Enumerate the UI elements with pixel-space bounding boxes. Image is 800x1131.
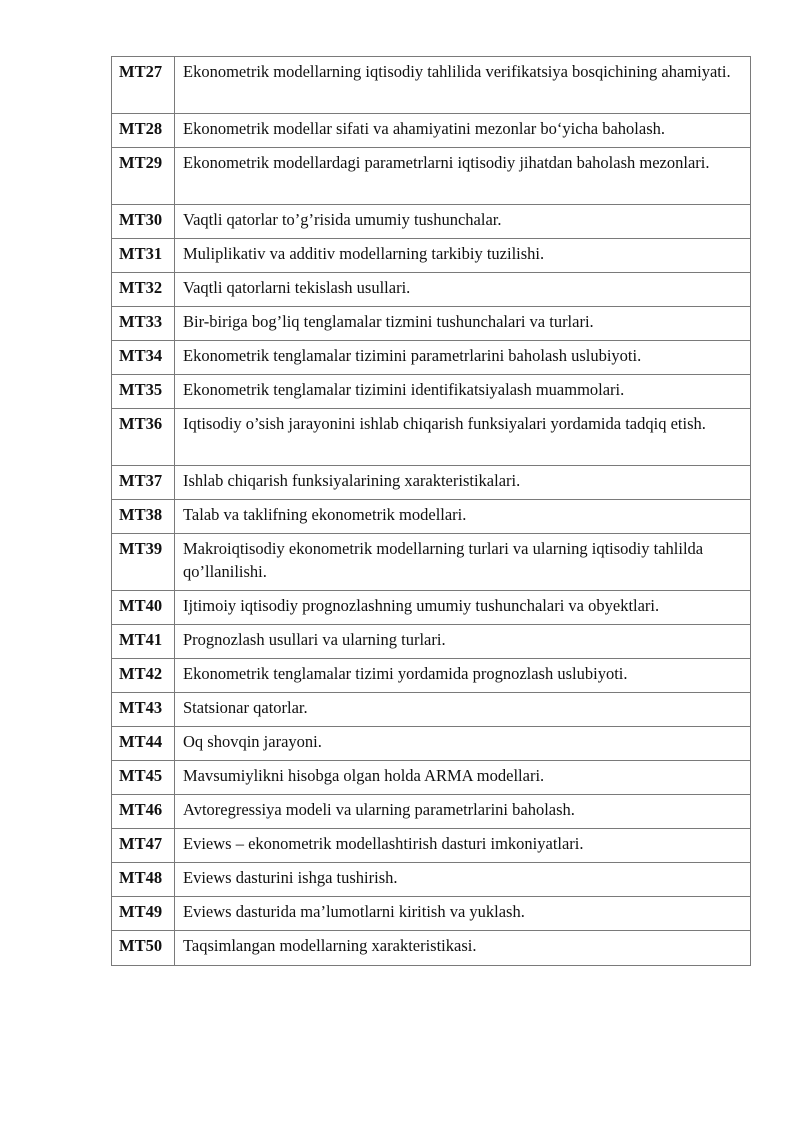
topic-code: MT36 [112,409,175,466]
topic-title: Ekonometrik modellar sifati va ahamiyatini mezonlar bo‘yicha baholash. [175,114,751,148]
topic-code: MT27 [112,57,175,114]
table-row [112,795,751,829]
topic-code: MT39 [112,534,175,591]
table-row [112,591,751,625]
topic-title: Iqtisodiy o’sish jarayonini ishlab chiqarish funksiyalari yordamida tadqiq etish. [175,409,751,466]
topic-code: MT43 [112,693,175,727]
table-row [112,375,751,409]
topic-code: MT44 [112,727,175,761]
table-row [112,466,751,500]
table-row [112,659,751,693]
table-row [112,931,751,966]
table-row [112,341,751,375]
topic-title: Statsionar qatorlar. [175,693,751,727]
topic-code: MT49 [112,897,175,931]
topic-title: Muliplikativ va additiv modellarning tarkibiy tuzilishi. [175,239,751,273]
table-row [112,829,751,863]
topic-title: Mavsumiylikni hisobga olgan holda ARMA modellari. [175,761,751,795]
topic-title: Eviews dasturida ma’lumotlarni kiritish va yuklash. [175,897,751,931]
topic-code: MT33 [112,307,175,341]
topic-title: Ekonometrik modellarning iqtisodiy tahlilida verifikatsiya bosqichining ahamiyati. [175,57,751,114]
topic-code: MT37 [112,466,175,500]
table-row [112,273,751,307]
topic-title: Ekonometrik tenglamalar tizimini parametrlarini baholash uslubiyoti. [175,341,751,375]
topic-code: MT46 [112,795,175,829]
topic-title: Talab va taklifning ekonometrik modellari. [175,500,751,534]
topic-code: MT30 [112,205,175,239]
topic-code: MT31 [112,239,175,273]
topic-code: MT47 [112,829,175,863]
topic-code: MT41 [112,625,175,659]
table-row [112,148,751,205]
topic-code: MT35 [112,375,175,409]
topics-table [111,56,751,966]
topic-code: MT38 [112,500,175,534]
topic-title: Eviews – ekonometrik modellashtirish dasturi imkoniyatlari. [175,829,751,863]
table-row [112,239,751,273]
table-row [112,205,751,239]
topics-table-body [112,57,751,966]
table-row [112,761,751,795]
topic-code: MT45 [112,761,175,795]
table-row [112,114,751,148]
topic-code: MT48 [112,863,175,897]
table-row [112,500,751,534]
topic-code: MT32 [112,273,175,307]
topic-code: MT29 [112,148,175,205]
topic-title: Bir-biriga bog’liq tenglamalar tizmini tushunchalari va turlari. [175,307,751,341]
topic-title: Avtoregressiya modeli va ularning parametrlarini baholash. [175,795,751,829]
topic-title: Eviews dasturini ishga tushirish. [175,863,751,897]
topic-title: Ijtimoiy iqtisodiy prognozlashning umumiy tushunchalari va obyektlari. [175,591,751,625]
table-row [112,727,751,761]
topic-code: MT40 [112,591,175,625]
topic-title: Makroiqtisodiy ekonometrik modellarning turlari va ularning iqtisodiy tahlilda qo’llanilishi. [175,534,751,591]
table-row [112,409,751,466]
topic-title: Ekonometrik tenglamalar tizimini identifikatsiyalash muammolari. [175,375,751,409]
topic-code: MT42 [112,659,175,693]
table-row [112,57,751,114]
topic-title: Ekonometrik tenglamalar tizimi yordamida prognozlash uslubiyoti. [175,659,751,693]
topic-title: Oq shovqin jarayoni. [175,727,751,761]
table-row [112,625,751,659]
table-row [112,307,751,341]
topic-title: Ishlab chiqarish funksiyalarining xarakteristikalari. [175,466,751,500]
topic-title: Prognozlash usullari va ularning turlari. [175,625,751,659]
table-row [112,534,751,591]
topic-title: Vaqtli qatorlarni tekislash usullari. [175,273,751,307]
topic-code: MT34 [112,341,175,375]
topic-title: Vaqtli qatorlar to’g’risida umumiy tushunchalar. [175,205,751,239]
topic-code: MT28 [112,114,175,148]
table-row [112,897,751,931]
topic-title: Ekonometrik modellardagi parametrlarni iqtisodiy jihatdan baholash mezonlari. [175,148,751,205]
topic-title: Taqsimlangan modellarning xarakteristikasi. [175,931,751,966]
topic-code: MT50 [112,931,175,966]
table-row [112,863,751,897]
table-row [112,693,751,727]
